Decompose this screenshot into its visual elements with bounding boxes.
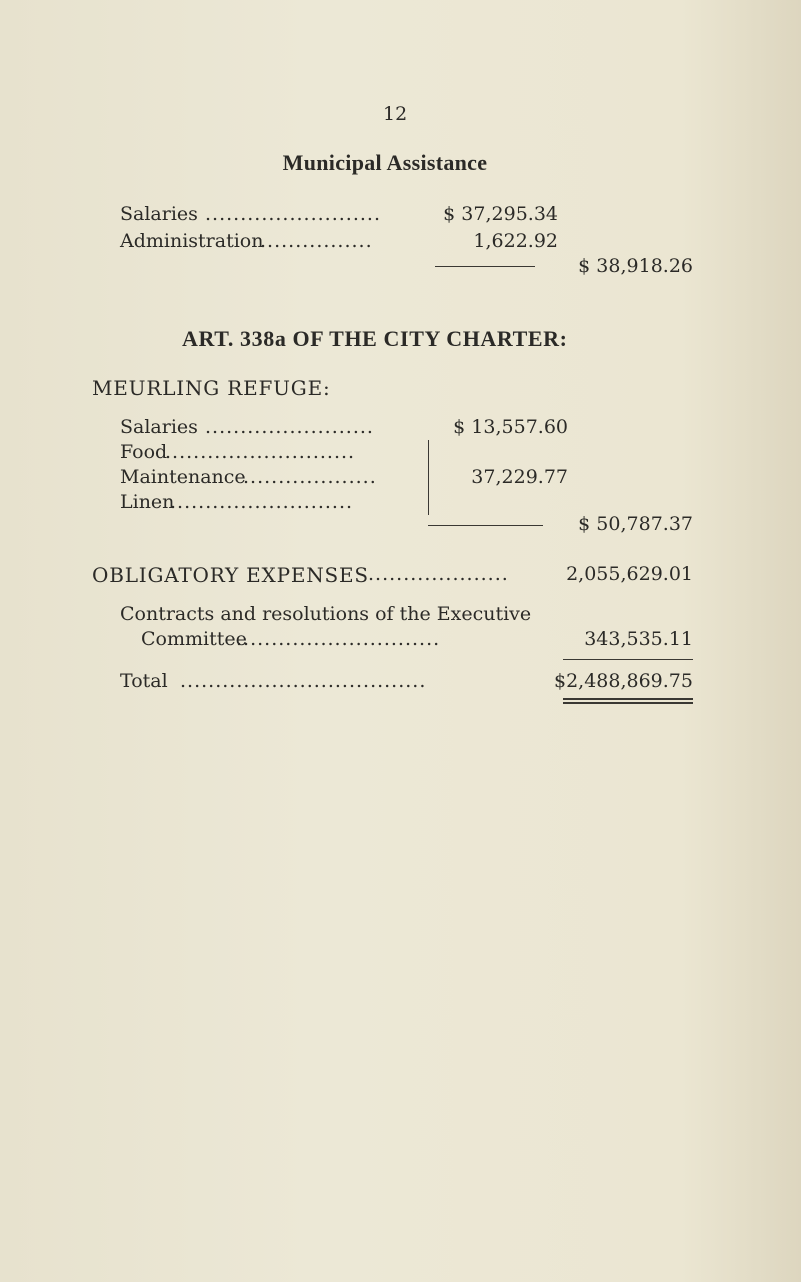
art-heading: ART. 338a OF THE CITY CHARTER: — [182, 326, 568, 351]
refuge-salaries-amount: $ 13,557.60 — [453, 416, 568, 438]
refuge-salaries-label: Salaries — [120, 416, 198, 438]
refuge-subtotal-rule — [428, 525, 543, 526]
refuge-salaries-dots: ........................ — [205, 416, 374, 438]
double-rule-top — [563, 698, 693, 700]
maintenance-dots: ................... — [243, 466, 377, 488]
municipal-total: $ 38,918.26 — [578, 255, 693, 277]
salaries-amount: $ 37,295.34 — [443, 203, 558, 225]
total-rule — [563, 659, 693, 660]
linen-dots: .......................... — [170, 491, 354, 513]
total-amount: $2,488,869.75 — [553, 670, 693, 692]
linen-label: Linen — [120, 491, 175, 513]
bracketed-amount: 37,229.77 — [471, 466, 568, 488]
administration-dots: ................ — [260, 230, 373, 252]
food-dots: ........................... — [165, 441, 356, 463]
total-label: Total — [120, 670, 168, 692]
total-dots: ................................... — [180, 670, 427, 692]
contracts-line1: Contracts and resolutions of the Executive — [120, 603, 532, 625]
obligatory-dots: .................... — [368, 563, 509, 585]
contracts-dots: ............................. — [236, 628, 441, 650]
salaries-label: Salaries — [120, 203, 198, 225]
obligatory-label: OBLIGATORY EXPENSES — [92, 563, 369, 587]
contracts-line2: Committee — [141, 628, 247, 650]
contracts-amount: 343,535.11 — [584, 628, 693, 650]
administration-amount: 1,622.92 — [473, 230, 558, 252]
refuge-heading: MEURLING REFUGE: — [92, 376, 331, 400]
double-rule-bottom — [563, 702, 693, 704]
bracket — [424, 440, 429, 515]
salaries-dots: ......................... — [205, 203, 381, 225]
administration-label: Administration — [120, 230, 264, 252]
page-number: 12 — [383, 103, 408, 125]
obligatory-amount: 2,055,629.01 — [566, 563, 693, 585]
maintenance-label: Maintenance — [120, 466, 246, 488]
subtotal-rule — [435, 266, 535, 267]
page-title: Municipal Assistance — [282, 150, 488, 175]
food-label: Food — [120, 441, 168, 463]
refuge-total: $ 50,787.37 — [578, 513, 693, 535]
